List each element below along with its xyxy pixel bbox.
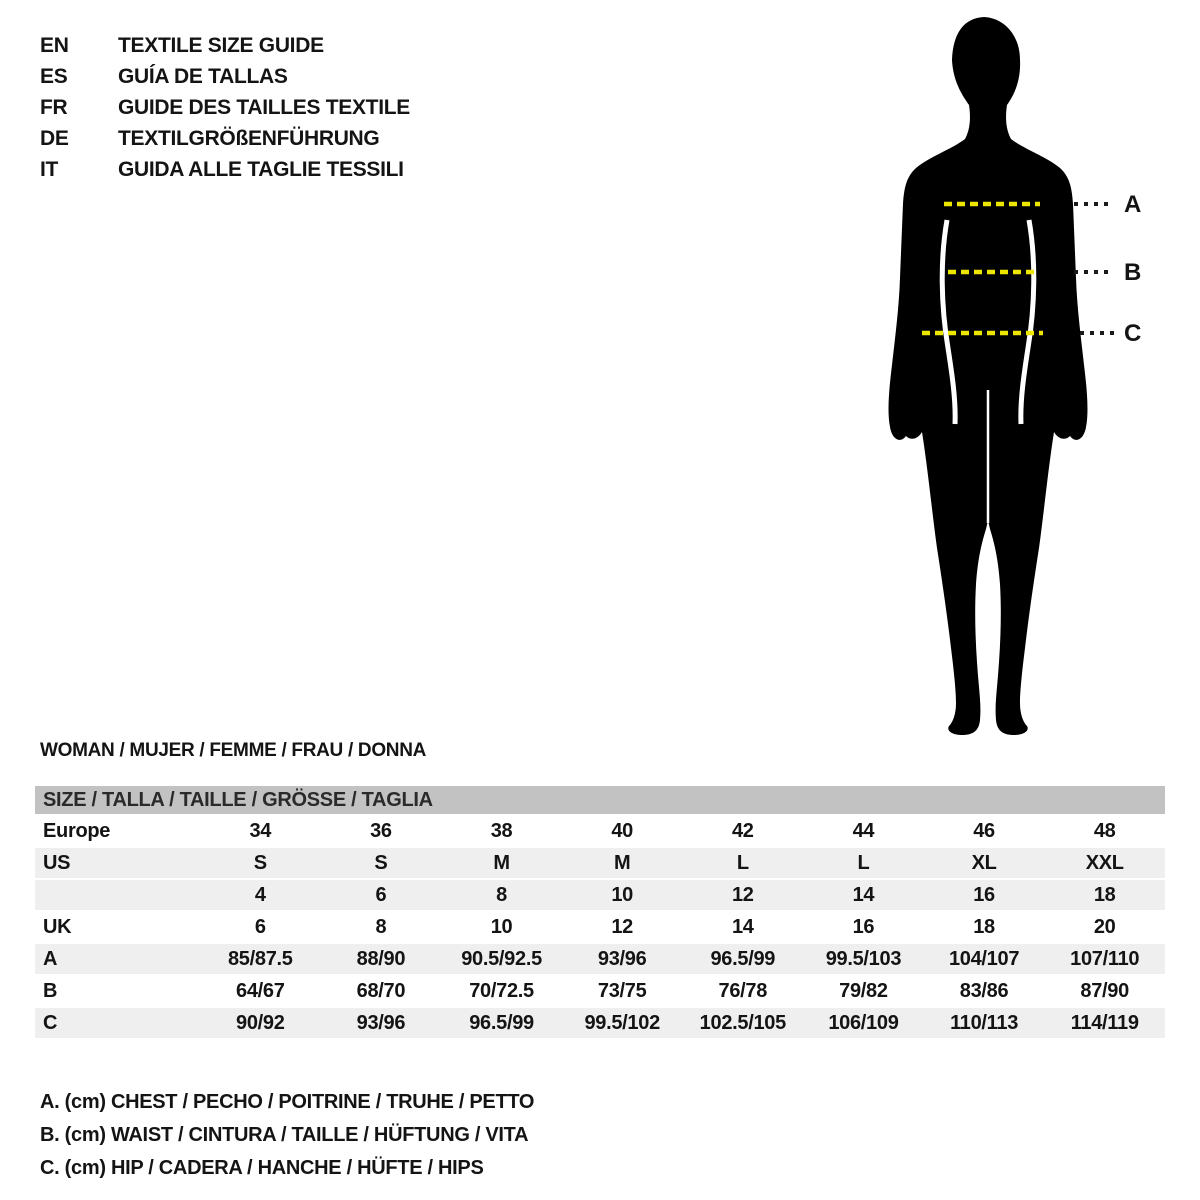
size-cell: 96.5/99 [710,948,776,970]
woman-silhouette [889,17,1088,735]
size-cell: 18 [973,916,995,938]
language-guide-title: TEXTILGRÖßENFÜHRUNG [118,127,380,150]
size-row-label [35,880,200,910]
size-cell: 110/113 [950,1012,1019,1034]
size-cell: 40 [611,820,634,842]
size-cell: S [253,852,267,874]
language-row [40,30,410,61]
language-guide-title: GUIDA ALLE TAGLIE TESSILI [118,158,404,181]
size-table-row [35,974,1165,1006]
size-cell: 12 [611,916,634,938]
language-guide-block [40,30,410,185]
language-guide-title: GUÍA DE TALLAS [118,65,288,88]
legend-line: C. (cm) HIP / CADERA / HANCHE / HÜFTE / HIPS [40,1157,484,1179]
language-code: DE [40,127,69,150]
size-cell: L [857,852,870,874]
size-cell: 8 [375,916,387,938]
section-title: WOMAN / MUJER / FEMME / FRAU / DONNA [40,740,427,761]
size-cell: 36 [370,820,392,842]
size-table-row [35,942,1165,974]
size-cell: 88/90 [356,948,406,970]
size-row-label: B [43,980,58,1002]
size-cell: 48 [1093,820,1116,842]
language-code: ES [40,65,68,88]
size-cell: XXL [1085,852,1124,874]
size-cell: 99.5/103 [825,948,902,970]
size-row-label: A [43,948,58,970]
size-cell: S [374,852,388,874]
size-cell: 107/110 [1070,948,1140,970]
language-row [40,123,410,154]
size-cell: 44 [852,820,875,842]
woman-figure [848,8,1148,743]
size-row-label: Europe [43,820,111,842]
size-cell: L [736,852,749,874]
size-cell: 90/92 [236,1012,285,1034]
language-row [40,61,410,92]
size-cell: 12 [731,884,754,906]
size-cell: 87/90 [1080,980,1129,1002]
size-cell: 8 [496,884,507,906]
size-cell: 99.5/102 [584,1012,660,1034]
size-cell: 14 [731,916,754,938]
size-cell: 73/75 [597,980,647,1002]
language-guide-title: TEXTILE SIZE GUIDE [118,34,324,57]
size-table-row [35,910,1165,942]
size-cell: 102.5/105 [699,1012,786,1034]
size-cell: 20 [1093,916,1116,938]
size-cell: 16 [852,916,875,938]
size-table [35,786,1165,1038]
size-cell: 10 [490,916,513,938]
size-cell: 104/107 [948,948,1020,970]
language-code: IT [40,158,59,181]
waist-label: B [1124,259,1142,286]
size-cell: 93/96 [356,1012,406,1034]
size-cell: 46 [973,820,995,842]
language-code: EN [40,34,69,57]
size-cell: 96.5/99 [469,1012,534,1034]
size-cell: 106/109 [828,1012,899,1034]
size-cell: 18 [1093,884,1116,906]
size-cell: 68/70 [356,980,406,1002]
size-cell: 38 [490,820,513,842]
size-cell: 85/87.5 [227,948,293,970]
size-cell: 6 [254,916,266,938]
size-cell: 76/78 [718,980,768,1002]
size-cell: 90.5/92.5 [461,948,542,970]
chest-label: A [1124,191,1142,218]
size-table-row [35,878,1165,910]
language-row [40,154,410,185]
language-row [40,92,410,123]
size-table-row [35,1006,1165,1038]
size-cell: 34 [249,820,272,842]
language-guide-title: GUIDE DES TAILLES TEXTILE [118,96,410,119]
size-cell: 10 [611,884,634,906]
size-cell: 93/96 [597,948,647,970]
legend-line: B. (cm) WAIST / CINTURA / TAILLE / HÜFTUNG / VITA [40,1124,529,1146]
size-cell: 14 [852,884,875,906]
size-cell: 70/72.5 [469,980,534,1002]
size-row-label: US [43,852,71,874]
size-table-row [35,846,1165,878]
size-table-body [35,814,1165,1038]
size-cell: 114/119 [1070,1012,1139,1034]
hip-label: C [1124,320,1142,347]
legend-line: A. (cm) CHEST / PECHO / POITRINE / TRUHE / PETTO [40,1091,535,1113]
size-table-row [35,814,1165,846]
size-cell: M [493,852,510,874]
size-cell: 6 [375,884,387,906]
size-table-header: SIZE / TALLA / TAILLE / GRÖSSE / TAGLIA [35,786,1165,814]
size-cell: 16 [973,884,995,906]
size-cell: 64/67 [236,980,285,1002]
size-cell: M [614,852,631,874]
size-cell: 42 [731,820,754,842]
size-row-label: C [43,1012,58,1034]
size-cell: XL [971,852,997,874]
size-row-label: UK [43,916,72,938]
size-cell: 4 [254,884,266,906]
size-cell: 79/82 [839,980,888,1002]
measurement-legend [40,1086,534,1185]
language-code: FR [40,96,68,119]
size-cell: 83/86 [959,980,1009,1002]
